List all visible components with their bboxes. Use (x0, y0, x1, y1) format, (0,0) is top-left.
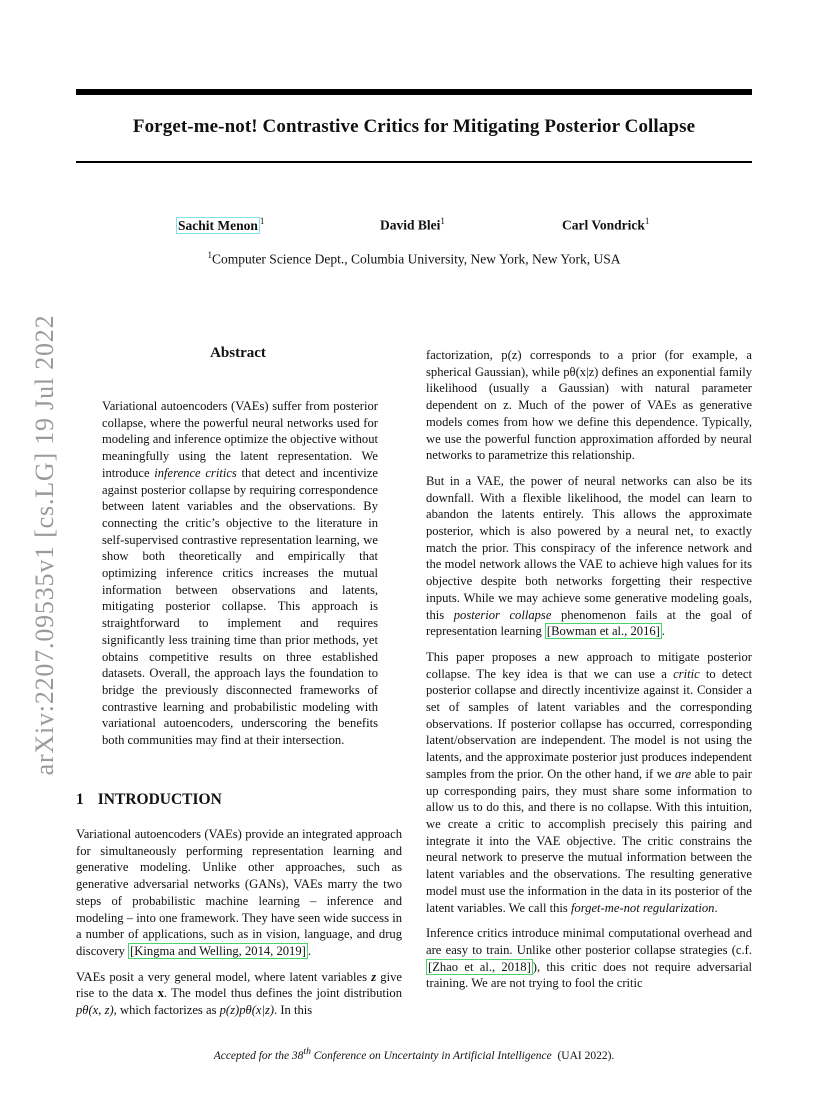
citation-zhao[interactable]: [Zhao et al., 2018] (428, 959, 531, 974)
affiliation-mark: 1 (207, 250, 212, 260)
author-affil-mark: 1 (259, 216, 265, 226)
right-p2-text-2: phenomenon fails at the goal of representation learning (426, 607, 752, 639)
math-latent-z: z (371, 969, 377, 984)
conference-footer (76, 1046, 752, 1062)
intro-p2-text-e: . In this (274, 1003, 313, 1018)
abstract-text-1: Variational autoencoders (VAEs) suffer from posterior collapse, where the powerful neural networks used for modeling and inference optimize the objective without meaningfully using the latent representation. We introduce (102, 399, 378, 480)
author-carl-vondrick (562, 216, 649, 234)
section-heading-introduction (76, 791, 222, 809)
top-thick-rule (76, 89, 752, 95)
author-affil-mark: 1 (644, 216, 650, 226)
section-title: INTRODUCTION (97, 791, 222, 808)
right-paragraph-1: factorization, p(z) corresponds to a prior (for example, a spherical Gaussian), while pθ(x|z) defines an exponential family likelihood (usually a Gaussian) with natural parameter dependent on z. Much of the power of VAEs as generative models comes from how we define this dependence. Typically, we use the powerful function approximation afforded by neural networks to parametrize this relationship. (426, 348, 752, 463)
right-paragraph-3 (426, 649, 752, 916)
author-affil-mark: 1 (440, 216, 445, 226)
right-p3-text-a: This paper proposes a new approach to mitigate posterior collapse. The key idea is that we can use a (426, 649, 752, 681)
paper-title: Forget-me-not! Contrastive Critics for Mitigating Posterior Collapse (132, 116, 696, 137)
author-name: Carl Vondrick (562, 217, 645, 233)
abstract-body (102, 398, 378, 749)
emphasis-are: are (674, 766, 692, 781)
intro-p2-text-c: . The model thus defines the joint distribution (163, 986, 402, 1001)
math-data-x: x (157, 986, 164, 1001)
footer-conference: Conference on Uncertainty in Artificial Intelligence (310, 1049, 552, 1062)
intro-p1-end: . (307, 943, 312, 958)
right-p2-text: But in a VAE, the power of neural networks can also be its downfall. With a flexible likelihood, the model can learn to abandon the latents entirely. This allows the approximate posterior, which is also powered by a neural net, to exactly match the prior. This conspiracy of the inference network and the model network allows the VAE to achieve high values for its objective despite both networks forgetting their respective inputs. While we may achieve some generative modeling goals, this (426, 473, 752, 622)
emphasis-forget-me-not: forget-me-not regularization (570, 900, 715, 915)
intro-p1-text: Variational autoencoders (VAEs) provide an integrated approach for simultaneously performing representation learning and generative modeling. Unlike other approaches, such as generative adversarial networks (GANs), VAEs marry the two steps of probabilistic machine learning – inference and modeling – into one framework. They have seen wide success in a number of applications, such as in vision, language, and drug discovery (76, 827, 402, 958)
emphasis-critic: critic (673, 666, 700, 681)
math-factorization: p(z)pθ(x|z) (219, 1003, 275, 1018)
intro-p2-text-d: , which factorizes as (113, 1003, 220, 1018)
right-p3-text-c: able to pair up corresponding pairs, they must share some information to allow us to do this, and there is no collapse. With this intuition, we create a critic to accomplish precisely this pairing and integrate it into the VAE objective. The critic constrains the neural network to preserve the mutual information between the latent variables and the observations. The resulting generative model must use the information in the data in its posterior of the latent variables. We call this (426, 766, 752, 915)
affiliation (76, 250, 752, 268)
arxiv-identifier-stamp: arXiv:2207.09535v1 [cs.LG] 19 Jul 2022 (30, 314, 59, 776)
right-paragraph-2 (426, 473, 752, 640)
left-column-intro (76, 826, 402, 1028)
math-joint-distribution: pθ(x, z) (76, 1003, 114, 1018)
section-number: 1 (76, 791, 84, 808)
author-david-blei (380, 216, 445, 234)
footer-suffix: (UAI 2022). (557, 1049, 615, 1062)
author-sachit-menon[interactable] (176, 216, 264, 234)
abstract-emphasis: inference critics (154, 465, 237, 480)
right-paragraph-4 (426, 925, 752, 992)
title-bottom-rule (76, 161, 752, 163)
abstract-heading: Abstract (210, 345, 266, 361)
affiliation-text: Computer Science Dept., Columbia University, New York, New York, USA (211, 251, 621, 267)
intro-paragraph-2 (76, 969, 402, 1019)
footer-prefix: Accepted for the 38 (213, 1049, 304, 1062)
author-name: David Blei (380, 217, 441, 233)
author-name-link[interactable]: Sachit Menon (178, 217, 258, 233)
right-p3-end: . (714, 900, 718, 915)
abstract-text-2: that detect and incentivize against posterior collapse by requiring correspondence between latent variables and the observations. By connecting the critic’s objective to the literature in self-supervised contrastive representation learning, we show both theoretically and empirically that optimizing inference critics increases the mutual information between observations and latents, mitigating posterior collapse. This approach is straightforward to implement and requires significantly less training time than prior methods, yet obtains competitive results on three established datasets. Overall, the approach lays the foundation to bridge the previously disconnected frameworks of contrastive learning and probabilistic modeling with variational autoencoders, underscoring the benefits both communities may find at their intersection. (102, 465, 378, 748)
citation-kingma-welling[interactable]: [Kingma and Welling, 2014, 2019] (130, 943, 306, 958)
intro-p2-text-b: give rise to the data (76, 969, 402, 1001)
right-column (426, 347, 752, 1001)
footer-ordinal: th (303, 1046, 311, 1057)
right-p4-text-b: ), this critic does not require adversarial training. We are not trying to fool the critic (426, 959, 753, 991)
right-p2-end: . (661, 624, 666, 639)
emphasis-posterior-collapse: posterior collapse (453, 607, 552, 622)
right-p4-text-a: Inference critics introduce minimal computational overhead and are easy to train. Unlike other posterior collapse strategies (c.f. (426, 926, 752, 957)
right-p3-text-b: to detect posterior collapse and directly incentivize against it. Consider a set of samples of latent variables and the corresponding observations. If posterior collapse has occurred, corresponding latent/observation are independent. The model is not using the latents, and the approximate posterior just produces independent samples from the prior. On the other hand, if we (426, 666, 752, 781)
intro-p2-text-a: VAEs posit a very general model, where latent variables (76, 969, 372, 984)
citation-bowman[interactable]: [Bowman et al., 2016] (546, 624, 660, 639)
intro-paragraph-1 (76, 826, 402, 960)
